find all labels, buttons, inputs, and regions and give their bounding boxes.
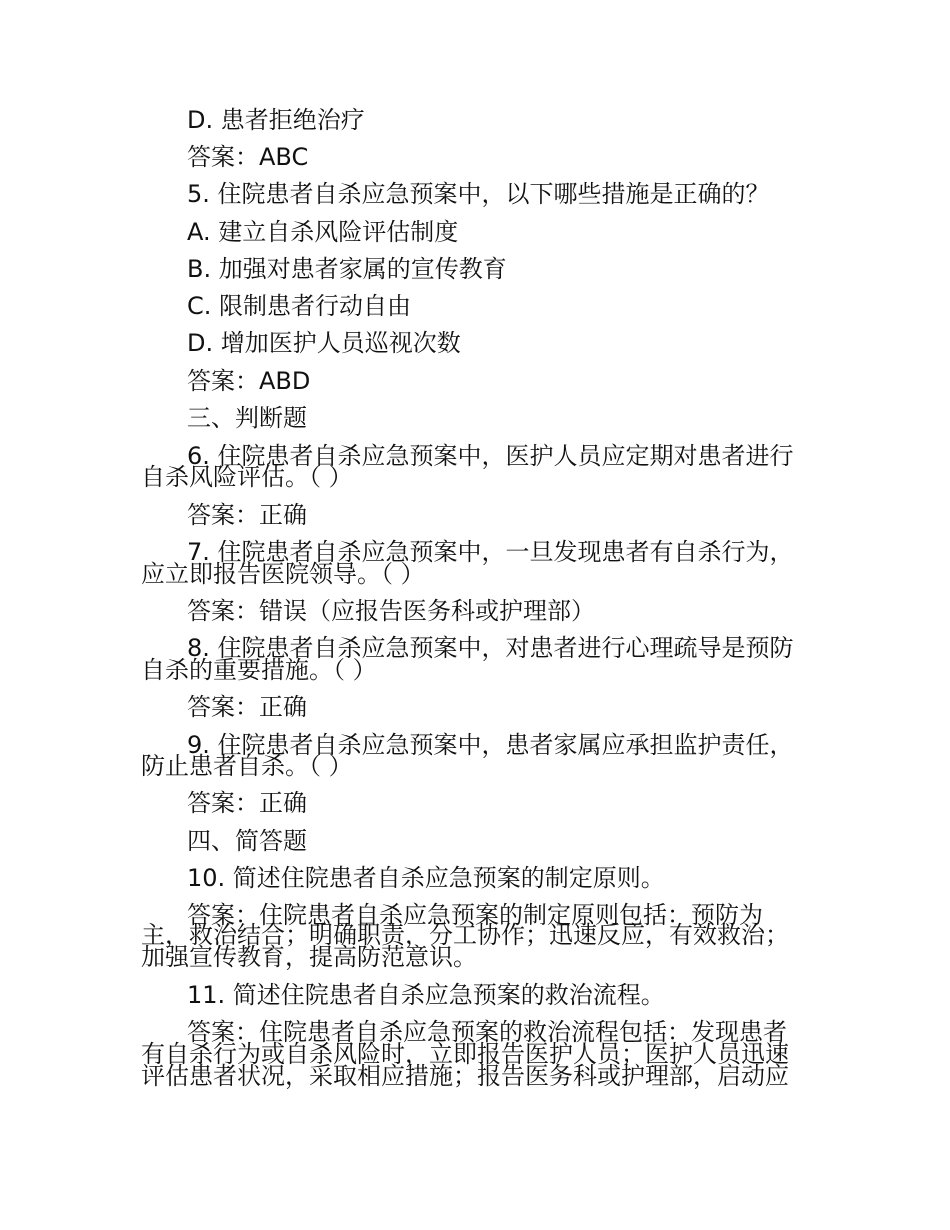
q5-answer: 答案：ABD bbox=[187, 367, 311, 395]
q10-answer-line-1: 答案：住院患者自杀应急预案的制定原则包括：预防为 bbox=[187, 901, 763, 929]
q6-answer: 答案：正确 bbox=[187, 501, 307, 529]
q11-question: 11. 简述住院患者自杀应急预案的救治流程。 bbox=[187, 981, 665, 1009]
q7-answer: 答案：错误（应报告医务科或护理部） bbox=[187, 597, 595, 625]
q5-question: 5. 住院患者自杀应急预案中，以下哪些措施是正确的？ bbox=[187, 180, 770, 208]
q8-question-line-2: 自杀的重要措施。（ ） bbox=[141, 656, 377, 684]
q11-answer-line-1: 答案：住院患者自杀应急预案的救治流程包括：发现患者 bbox=[187, 1018, 787, 1046]
q7-question-line-2: 应立即报告医院领导。（ ） bbox=[141, 560, 425, 588]
q8-question-line-1: 8. 住院患者自杀应急预案中，对患者进行心理疏导是预防 bbox=[187, 634, 794, 662]
q5-option-a: A. 建立自杀风险评估制度 bbox=[187, 218, 459, 246]
q6-question-line-1: 6. 住院患者自杀应急预案中，医护人员应定期对患者进行 bbox=[187, 442, 794, 470]
q10-question: 10. 简述住院患者自杀应急预案的制定原则。 bbox=[187, 864, 665, 892]
q5-option-d: D. 增加医护人员巡视次数 bbox=[187, 329, 461, 357]
section-3-heading: 三、判断题 bbox=[187, 404, 307, 432]
q10-answer-line-3: 加强宣传教育，提高防范意识。 bbox=[141, 943, 477, 971]
q6-question-line-2: 自杀风险评估。（ ） bbox=[141, 463, 353, 491]
q9-answer: 答案：正确 bbox=[187, 789, 307, 817]
q11-answer-line-2: 有自杀行为或自杀风险时，立即报告医护人员；医护人员迅速 bbox=[141, 1040, 789, 1068]
q5-option-b: B. 加强对患者家属的宣传教育 bbox=[187, 255, 507, 283]
q11-answer-line-3: 评估患者状况，采取相应措施；报告医务科或护理部，启动应 bbox=[141, 1062, 789, 1090]
q10-answer-line-2: 主，救治结合；明确职责，分工协作；迅速反应，有效救治； bbox=[141, 921, 789, 949]
q4-option-d: D. 患者拒绝治疗 bbox=[187, 106, 365, 134]
q4-answer: 答案：ABC bbox=[187, 143, 309, 171]
q8-answer: 答案：正确 bbox=[187, 693, 307, 721]
section-4-heading: 四、简答题 bbox=[187, 827, 307, 855]
q5-option-c: C. 限制患者行动自由 bbox=[187, 292, 412, 320]
q9-question-line-2: 防止患者自杀。（ ） bbox=[141, 752, 353, 780]
q9-question-line-1: 9. 住院患者自杀应急预案中，患者家属应承担监护责任， bbox=[187, 731, 794, 759]
q7-question-line-1: 7. 住院患者自杀应急预案中，一旦发现患者有自杀行为， bbox=[187, 538, 794, 566]
